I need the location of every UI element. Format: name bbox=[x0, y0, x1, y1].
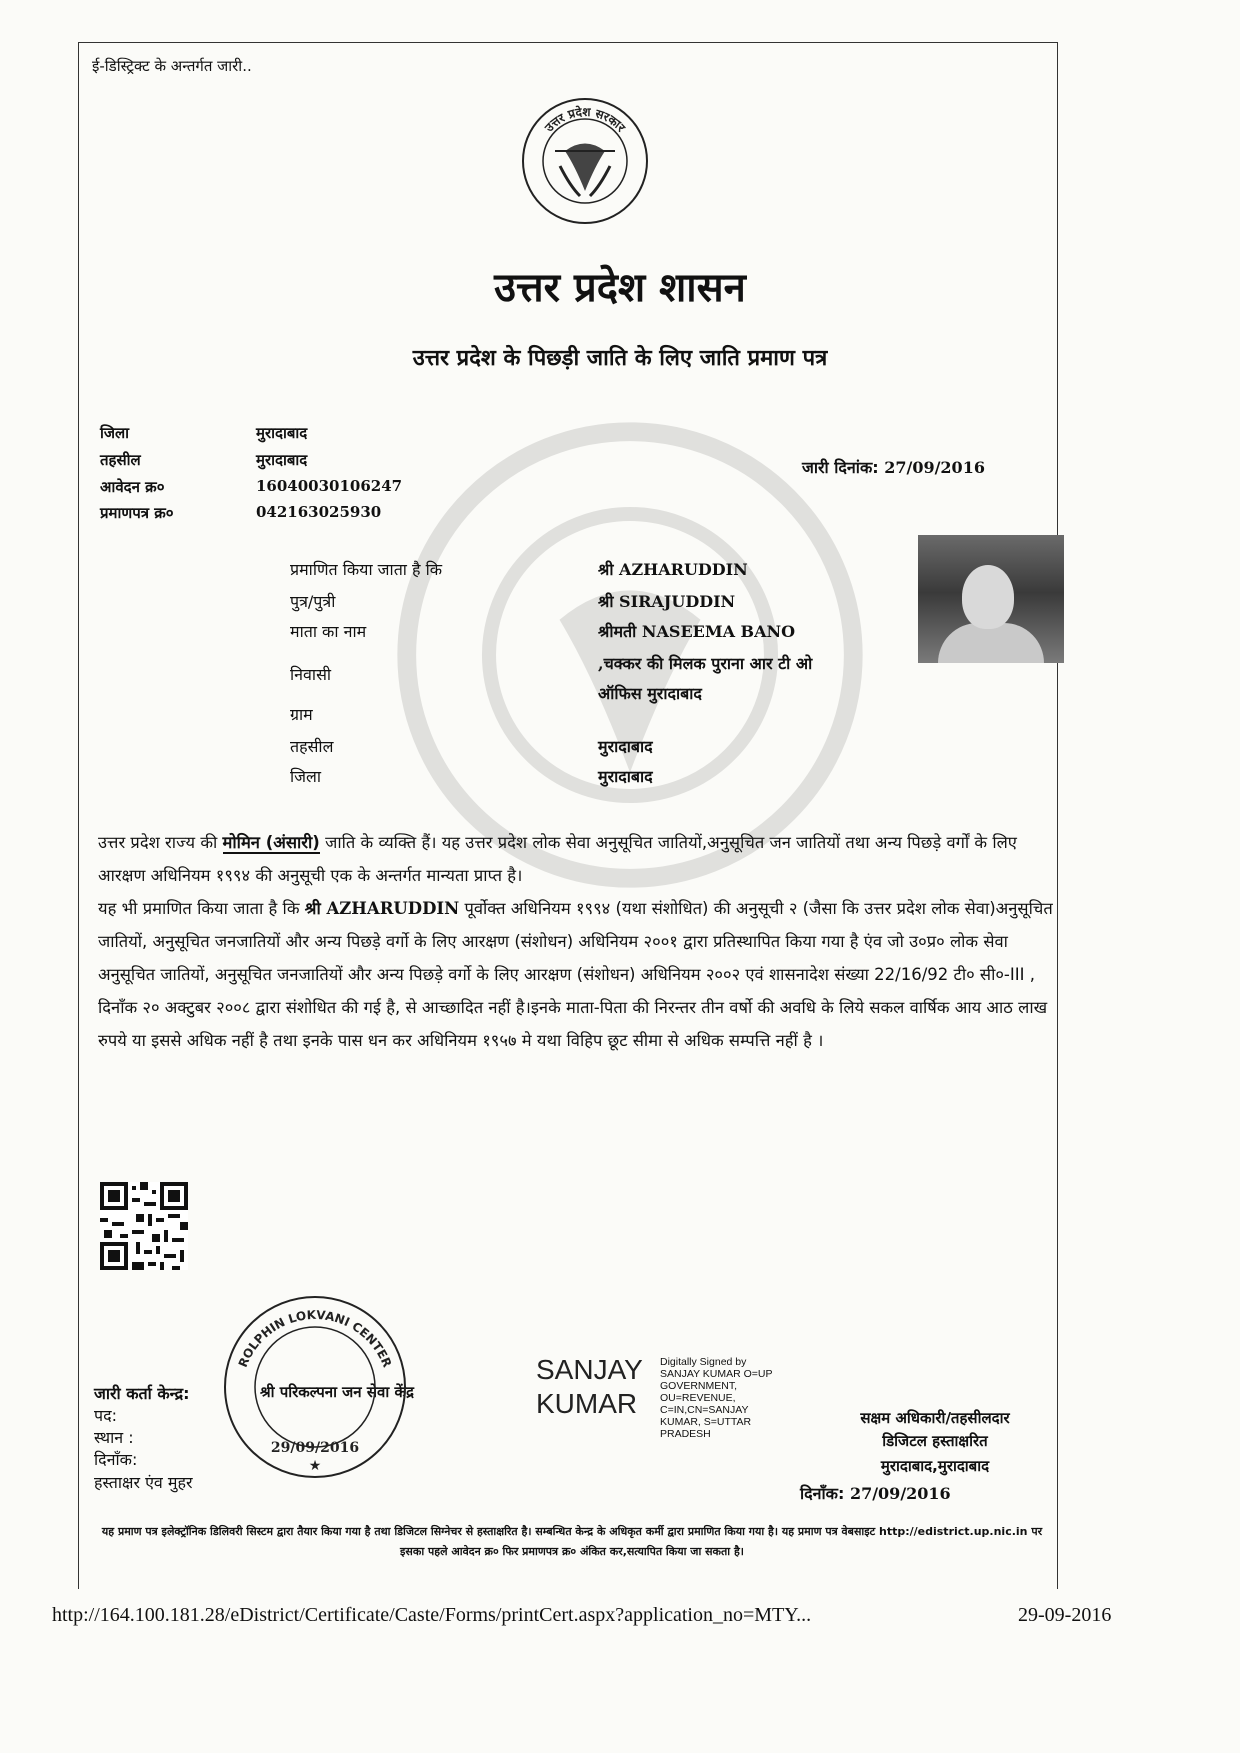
government-heading: उत्तर प्रदेश शासन bbox=[494, 265, 746, 311]
tehsil-field-value: मुरादाबाद bbox=[598, 737, 653, 756]
photo-shirt bbox=[938, 623, 1044, 663]
tehsil-field-label: तहसील bbox=[290, 737, 334, 756]
certificate-body bbox=[98, 826, 1066, 1057]
son-of-label: पुत्र/पुत्री bbox=[290, 592, 336, 611]
svg-text:उत्तर प्रदेश सरकार: उत्तर प्रदेश सरकार bbox=[541, 104, 629, 135]
certified-label: प्रमाणित किया जाता है कि bbox=[290, 560, 443, 579]
issued-under-note: ई-डिस्ट्रिक्ट के अन्तर्गत जारी.. bbox=[92, 57, 252, 75]
body-p2-rest: पूर्वोक्त अधिनियम १९९४ (यथा संशोधित) की अनुसूची २ (जैसा कि उत्तर प्रदेश लोक सेवा)अनुसूचित जातियों, अनुसूचित जनजातियों और अन्य पिछड़े वर्गो के लिए आरक्षण (संशोधन) अधिनियम २००१ द्वारा प्रतिस्थापित किया गया है एंव जो उ०प्र० लोक सेवा अनुसूचित जातियों, अनुसूचित जनजातियों और अन्य पिछड़े वर्गो के लिए आरक्षण (संशोधन) अधिनियम २००२ एवं शासनादेश संख्या 22/16/92 टी० सी०-III , दिनाँक २० अक्टुबर २००८ द्वारा संशोधित की गई है, से आच्छादित नहीं है।इनके माता-पिता की निरन्तर तीन वर्षो की अवधि के लिये सकल वार्षिक आय आठ लाख रुपये या इससे अधिक नहीं है तथा इनके पास धन कर अधिनियम १९५७ मे यथा विहिप छूट सीमा से अधिक सम्पत्ति नहीं है । bbox=[98, 899, 1053, 1050]
district-field-value: मुरादाबाद bbox=[598, 767, 653, 786]
svg-text:29/09/2016: 29/09/2016 bbox=[270, 1440, 360, 1456]
officer-title: सक्षम अधिकारी/तहसीलदार bbox=[860, 1409, 1010, 1427]
caste-name: मोमिन (अंसारी) bbox=[222, 833, 320, 852]
tehsil-label: तहसील bbox=[100, 451, 141, 469]
center-seal-stamp bbox=[220, 1292, 410, 1482]
district-value: मुरादाबाद bbox=[256, 424, 308, 442]
certificate-number-value: 042163025930 bbox=[256, 503, 382, 521]
district-field-label: जिला bbox=[290, 767, 322, 786]
qr-code bbox=[100, 1182, 188, 1270]
holder-photo bbox=[918, 535, 1064, 663]
resident-address-line1: ,चक्कर की मिलक पुराना आर टी ओ bbox=[598, 654, 813, 673]
post-label: पद: bbox=[94, 1406, 117, 1425]
signature-seal-label: हस्ताक्षर एंव मुहर bbox=[94, 1473, 193, 1492]
place-label: स्थान : bbox=[94, 1428, 134, 1447]
father-name: श्री SIRAJUDDIN bbox=[598, 592, 736, 611]
signer-name-line1: SANJAY bbox=[536, 1354, 643, 1385]
application-number-label: आवेदन क्र० bbox=[100, 478, 165, 496]
body-paragraph-2 bbox=[98, 892, 1066, 1057]
issuing-center-label: जारी कर्ता केन्द्र: bbox=[94, 1384, 190, 1403]
up-government-emblem bbox=[520, 96, 650, 226]
application-number-value: 16040030106247 bbox=[256, 477, 403, 495]
digital-signature-details: Digitally Signed by SANJAY KUMAR O=UP GOVERNMENT, OU=REVENUE, C=IN,CN=SANJAY KUMAR, S=UTTAR PRADESH bbox=[660, 1356, 773, 1440]
svg-text:ROLPHIN LOKVANI CENTER: ROLPHIN LOKVANI CENTER bbox=[235, 1307, 395, 1370]
issue-date bbox=[802, 456, 985, 478]
body-holder-name: श्री AZHARUDDIN bbox=[304, 899, 460, 918]
print-date: 29-09-2016 bbox=[1018, 1604, 1112, 1626]
body-p1-start: उत्तर प्रदेश राज्य की bbox=[98, 833, 218, 852]
issue-date-label: जारी दिनांक: bbox=[802, 458, 879, 477]
village-label: ग्राम bbox=[290, 705, 313, 724]
mother-name: श्रीमती NASEEMA BANO bbox=[598, 622, 796, 641]
officer-place: मुरादाबाद,मुरादाबाद bbox=[880, 1457, 990, 1475]
body-p2-start: यह भी प्रमाणित किया जाता है कि bbox=[98, 899, 300, 918]
issue-date-value: 27/09/2016 bbox=[884, 458, 985, 477]
issuing-center-value: श्री परिकल्पना जन सेवा केंद्र bbox=[260, 1383, 414, 1401]
print-url: http://164.100.181.28/eDistrict/Certificate/Caste/Forms/printCert.aspx?application_no=MTY... bbox=[52, 1604, 812, 1626]
district-label: जिला bbox=[100, 424, 130, 442]
body-paragraph-1 bbox=[98, 826, 1066, 892]
tehsil-value: मुरादाबाद bbox=[256, 451, 308, 469]
officer-date-value: 27/09/2016 bbox=[849, 1484, 951, 1503]
resident-address-line2: ऑफिस मुरादाबाद bbox=[598, 684, 702, 703]
mother-label: माता का नाम bbox=[290, 622, 367, 641]
body-p1-rest: जाति के व्यक्ति हैं। यह उत्तर प्रदेश लोक सेवा अनुसूचित जातियों,अनुसूचित जन जातियों तथा अन्य पिछड़े वर्गों के लिए आरक्षण अधिनियम १९९४ की अनुसूची एक के अन्तर्गत मान्यता प्राप्त है। bbox=[98, 833, 1017, 885]
digitally-signed-label: डिजिटल हस्ताक्षरित bbox=[882, 1432, 988, 1450]
officer-date bbox=[800, 1482, 951, 1504]
officer-date-label: दिनाँक: bbox=[800, 1484, 845, 1503]
certificate-title: उत्तर प्रदेश के पिछड़ी जाति के लिए जाति प्रमाण पत्र bbox=[412, 346, 828, 371]
resident-label: निवासी bbox=[290, 665, 332, 684]
issuer-date-label: दिनाँक: bbox=[94, 1450, 138, 1469]
verification-note: यह प्रमाण पत्र इलेक्ट्रॉनिक डिलिवरी सिस्टम द्वारा तैयार किया गया है तथा डिजिटल सिग्नेचर से हस्ताक्षरित है। सम्बन्धित केन्द्र के अधिकृत कर्मी द्वारा प्रमाणित किया गया है। यह प्रमाण पत्र वेबसाइट http://edistrict.up.nic.in पर इसका पहले आवेदन क्र० फिर प्रमाणपत्र क्र० अंकित कर,सत्यापित किया जा सकता है। bbox=[101, 1525, 1043, 1558]
certificate-number-label: प्रमाणपत्र क्र० bbox=[100, 504, 174, 522]
photo-face bbox=[962, 565, 1014, 629]
holder-name: श्री AZHARUDDIN bbox=[598, 560, 748, 579]
star-glyph: ★ bbox=[308, 1458, 322, 1474]
signer-name-line2: KUMAR bbox=[536, 1388, 638, 1419]
